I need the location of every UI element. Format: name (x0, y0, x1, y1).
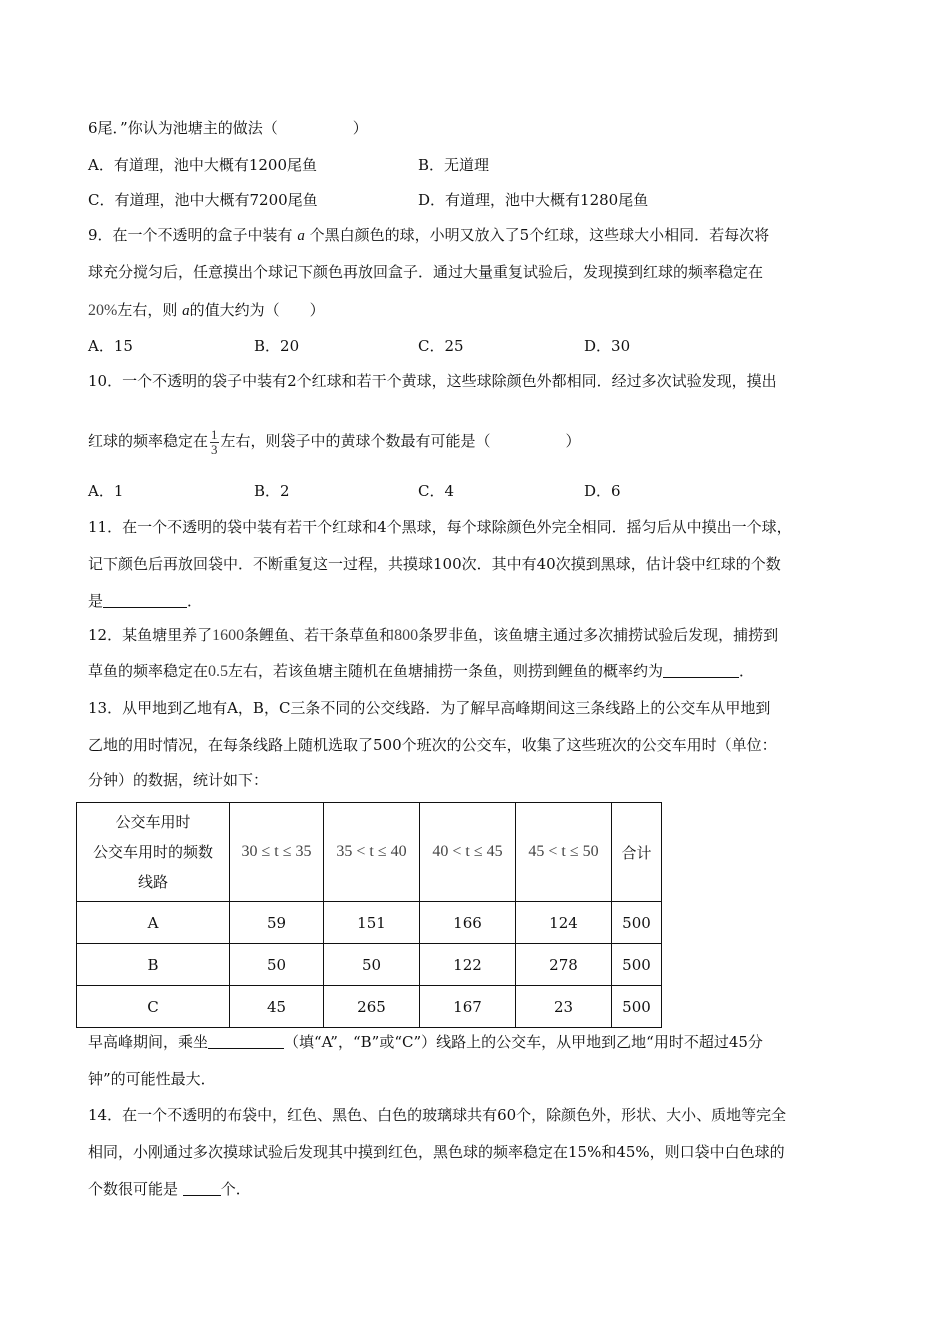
q9-option-a: A．15 (88, 337, 133, 355)
q10-line2: 红球的频率稳定在 $\frac{1}{3}$ 左右，则袋子中的黄球个数最有可能是（ ） (88, 426, 581, 457)
q13-line2: 乙地的用时情况，在每条线路上随机选取了500个班次的公交车，收集了这些班次的公交车用时（单位： (88, 736, 777, 754)
table-row: A 59 151 166 124 500 (77, 902, 662, 944)
q10-option-a: A．1 (88, 482, 124, 500)
q8-option-a: A．有道理，池中大概有1200尾鱼 (88, 156, 318, 174)
table-row: B 50 50 122 278 500 (77, 944, 662, 986)
q13-line1: 13．从甲地到乙地有A，B，C三条不同的公交线路．为了解早高峰期间这三条线路上的公交车从甲地到 (88, 699, 771, 717)
q14-line1: 14．在一个不透明的布袋中，红色、黑色、白色的玻璃球共有60个，除颜色外，形状、大小、质地等完全 (88, 1106, 787, 1124)
header-range-2: 35 < t ≤ 40 (324, 803, 420, 902)
q9-line3: 20%左右，则 a的值大约为（ ） (88, 301, 325, 319)
q12-line1: 12．某鱼塘里养了1600条鲤鱼、若干条草鱼和800条罗非鱼，该鱼塘主通过多次捕捞试验后发现，捕捞到 (88, 626, 779, 644)
q10-option-c: C．4 (418, 482, 455, 500)
q11-line1: 11．在一个不透明的袋中装有若干个红球和4个黑球，每个球除颜色外完全相同．摇匀后从中摸出一个球， (88, 518, 792, 536)
table-corner-cell: 公交车用时 公交车用时的频数 线路 (77, 803, 230, 902)
header-range-4: 45 < t ≤ 50 (516, 803, 612, 902)
q13-after-line1: 早高峰期间，乘坐 （填“A”，“B”或“C”）线路上的公交车，从甲地到乙地“用时不超过45分 (88, 1033, 763, 1051)
q14-answer-blank[interactable] (183, 1179, 221, 1196)
var-a: a (297, 228, 305, 244)
q9-option-c: C．25 (418, 337, 464, 355)
q8-option-d: D．有道理，池中大概有1280尾鱼 (418, 191, 649, 209)
q13-line3: 分钟）的数据，统计如下： (88, 771, 269, 789)
table-row: C 45 265 167 23 500 (77, 986, 662, 1028)
q10-option-d: D．6 (584, 482, 621, 500)
q10-option-b: B．2 (254, 482, 290, 500)
bus-time-table (76, 802, 662, 1028)
q9-option-b: B．20 (254, 337, 300, 355)
fraction-one-third: $\frac{1}{3}$ (211, 426, 218, 457)
q13-after-line2: 钟”的可能性最大． (88, 1070, 216, 1088)
q11-line3: 是 ． (88, 592, 203, 610)
q14-line3: 个数很可能是 个． (88, 1180, 251, 1198)
q8-tail-text: 6尾．”你认为池塘主的做法（ ） (88, 119, 368, 137)
q11-answer-blank[interactable] (103, 591, 187, 608)
q8-option-c: C．有道理，池中大概有7200尾鱼 (88, 191, 318, 209)
header-total: 合计 (612, 803, 662, 902)
q10-line1: 10．一个不透明的袋子中装有2个红球和若干个黄球，这些球除颜色外都相同．经过多次试验发现，摸出 (88, 372, 777, 390)
q11-line2: 记下颜色后再放回袋中．不断重复这一过程，共摸球100次．其中有40次摸到黑球，估计袋中红球的个数 (88, 555, 781, 573)
q12-answer-blank[interactable] (663, 661, 739, 678)
q13-answer-blank[interactable] (208, 1032, 284, 1049)
q14-line2: 相同，小刚通过多次摸球试验后发现其中摸到红色，黑色球的频率稳定在15%和45%，则口袋中白色球的 (88, 1143, 785, 1161)
header-range-1: 30 ≤ t ≤ 35 (230, 803, 324, 902)
percent-20: 20% (88, 302, 118, 319)
q8-option-b: B．无道理 (418, 156, 490, 174)
q9-option-d: D．30 (584, 337, 631, 355)
q12-line2: 草鱼的频率稳定在0.5左右，若该鱼塘主随机在鱼塘捕捞一条鱼，则捞到鲤鱼的概率约为 ． (88, 662, 755, 680)
header-range-3: 40 < t ≤ 45 (420, 803, 516, 902)
q9-line2: 球充分搅匀后，任意摸出个球记下颜色再放回盒子．通过大量重复试验后，发现摸到红球的频率稳定在 (88, 263, 764, 281)
q9-line1: 9．在一个不透明的盒子中装有 a 个黑白颜色的球，小明又放入了5个红球，这些球大小相同．若每次将 (88, 226, 770, 244)
